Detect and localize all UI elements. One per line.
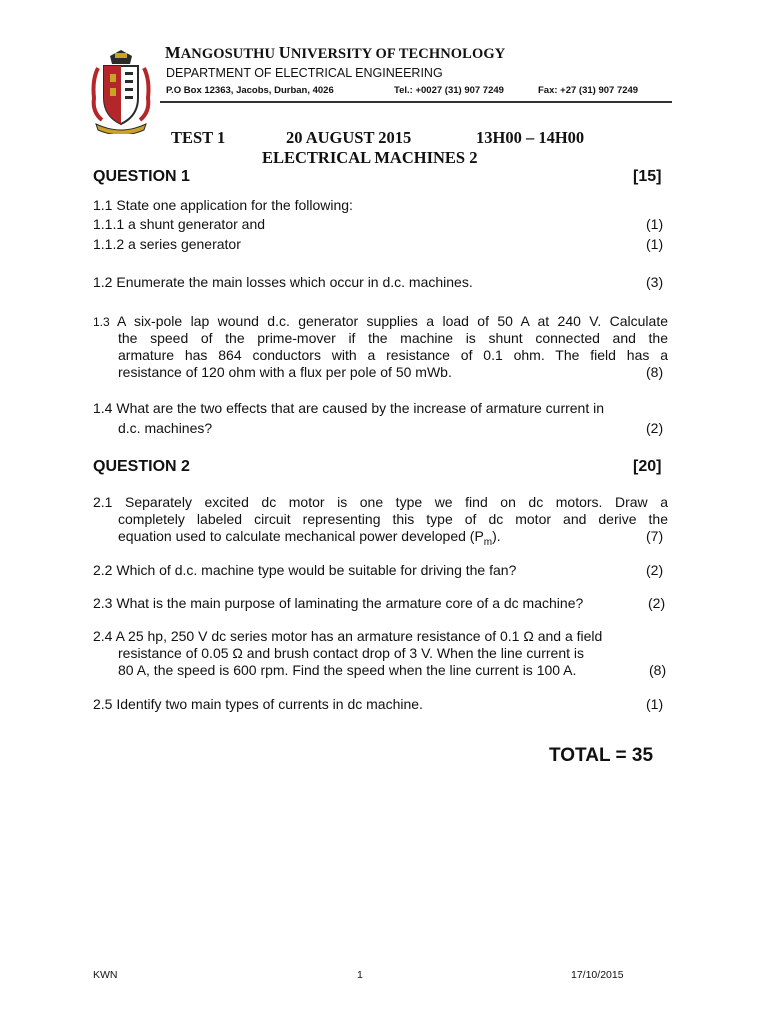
university-name: MANGOSUTHU UNIVERSITY OF TECHNOLOGY — [165, 43, 506, 62]
q2-4-line-3: 80 A, the speed is 600 rpm. Find the speed when the line current is 100 A. — [118, 662, 577, 678]
q1-4-marks: (2) — [646, 420, 664, 436]
q1-4-line-1: 1.4 What are the two effects that are caused by the increase of armature current in — [93, 400, 605, 416]
question-2-title: QUESTION 2 — [93, 458, 190, 475]
q1-3-number: 1.3 — [93, 315, 110, 329]
footer-page-number: 1 — [357, 969, 363, 981]
q1-3-line-2: the speed of the prime-mover if the machine is shunt connected and the — [118, 330, 668, 346]
postal-address: P.O Box 12363, Jacobs, Durban, 4026 — [166, 85, 334, 96]
q1-2-marks: (3) — [646, 274, 664, 290]
test-time: 13H00 – 14H00 — [476, 128, 585, 147]
total-marks: TOTAL = 35 — [549, 745, 654, 766]
q2-3-text: 2.3 What is the main purpose of laminating the armature core of a dc machine? — [93, 595, 584, 611]
q2-3-marks: (2) — [648, 595, 666, 611]
q2-1-line-1: 2.1 Separately excited dc motor is one type we find on dc motors. Draw a — [93, 494, 668, 510]
q1-1-2-text: 1.1.2 a series generator — [93, 236, 241, 252]
q1-1-1-marks: (1) — [646, 216, 664, 232]
q1-4-line-2: d.c. machines? — [118, 420, 213, 436]
question-2-marks: [20] — [633, 458, 662, 475]
q1-1-2-marks: (1) — [646, 236, 664, 252]
q2-5-marks: (1) — [646, 696, 664, 712]
test-label: TEST 1 — [171, 128, 226, 147]
footer-initials: KWN — [93, 969, 118, 981]
q2-5-text: 2.5 Identify two main types of currents in dc machine. — [93, 696, 423, 712]
university-crest-logo — [88, 50, 154, 134]
q1-3-line-1: A six-pole lap wound d.c. generator supplies a load of 50 A at 240 V. Calculate — [117, 313, 668, 329]
q2-4-line-1: 2.4 A 25 hp, 250 V dc series motor has an armature resistance of 0.1 Ω and a field — [93, 628, 603, 644]
test-date: 20 AUGUST 2015 — [286, 128, 412, 147]
q1-3-line-3: armature has 864 conductors with a resistance of 0.1 ohm. The field has a — [118, 347, 668, 363]
department-name: DEPARTMENT OF ELECTRICAL ENGINEERING — [166, 66, 443, 80]
q2-1-marks: (7) — [646, 528, 664, 544]
q2-4-marks: (8) — [649, 662, 667, 678]
q1-1-1-text: 1.1.1 a shunt generator and — [93, 216, 266, 232]
q1-1-text: 1.1 State one application for the following: — [93, 197, 353, 213]
q1-2-text: 1.2 Enumerate the main losses which occur in d.c. machines. — [93, 274, 473, 290]
q2-2-marks: (2) — [646, 562, 664, 578]
q1-3-line-4: resistance of 120 ohm with a flux per pole of 50 mWb. — [118, 364, 452, 380]
question-1-marks: [15] — [633, 168, 662, 185]
q2-1-line-3: equation used to calculate mechanical power developed $(P_m)$. — [118, 528, 501, 548]
q2-2-text: 2.2 Which of d.c. machine type would be suitable for driving the fan? — [93, 562, 517, 578]
header-divider — [160, 101, 672, 103]
q2-1-line-2: completely labeled circuit representing this type of dc motor and derive the — [118, 511, 668, 527]
q1-3-marks: (8) — [646, 364, 664, 380]
footer-date: 17/10/2015 — [571, 969, 624, 981]
fax: Fax: +27 (31) 907 7249 — [538, 85, 639, 96]
question-1-title: QUESTION 1 — [93, 168, 190, 185]
subject-title: ELECTRICAL MACHINES 2 — [262, 148, 478, 167]
telephone: Tel.: +0027 (31) 907 7249 — [394, 85, 504, 96]
q2-4-line-2: resistance of 0.05 Ω and brush contact drop of 3 V. When the line current is — [118, 645, 584, 661]
